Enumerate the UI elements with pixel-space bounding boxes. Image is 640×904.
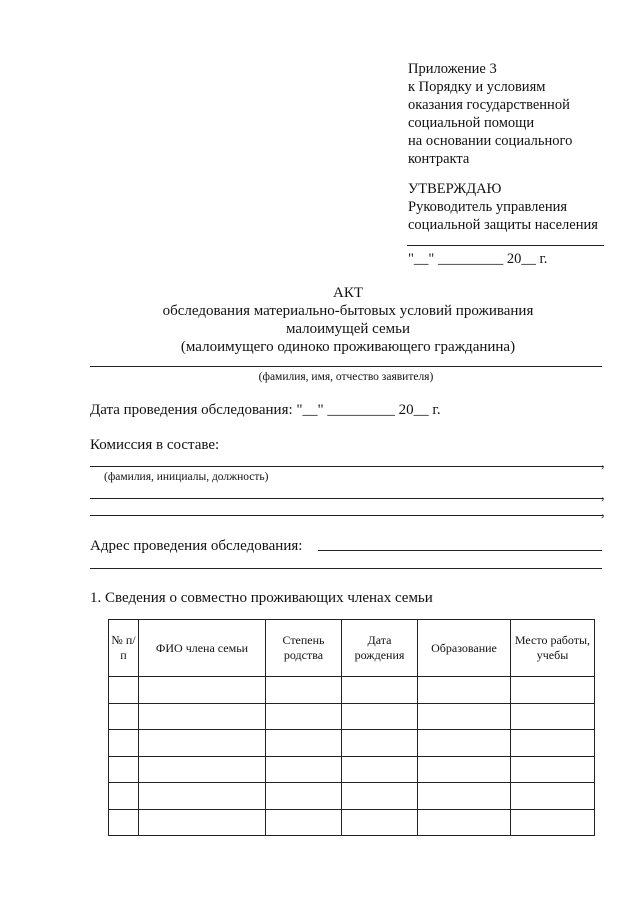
table-cell[interactable]	[342, 783, 418, 810]
family-members-table	[108, 619, 595, 836]
table-cell[interactable]	[342, 730, 418, 757]
table-row	[109, 703, 595, 730]
table-cell[interactable]	[418, 730, 511, 757]
address-line-2[interactable]	[90, 568, 602, 569]
table-cell[interactable]	[139, 809, 266, 836]
commission-caption: (фамилия, инициалы, должность)	[104, 471, 269, 483]
section-heading: 1. Сведения о совместно проживающих членах семьи	[90, 590, 433, 606]
table-cell[interactable]	[139, 730, 266, 757]
commission-line-3[interactable]	[90, 515, 602, 516]
commission-comma: ,	[601, 487, 605, 503]
appendix-line: оказания государственной	[408, 97, 570, 113]
table-cell[interactable]	[342, 677, 418, 704]
table-cell[interactable]	[511, 677, 595, 704]
approval-signature-line[interactable]	[407, 245, 604, 246]
table-cell[interactable]	[266, 730, 342, 757]
table-cell[interactable]	[511, 703, 595, 730]
column-header-birthdate: Дата рождения	[342, 620, 418, 677]
table-cell[interactable]	[109, 677, 139, 704]
table-row	[109, 783, 595, 810]
title-line: (малоимущего одиноко проживающего гражданина)	[180, 339, 516, 355]
table-cell[interactable]	[266, 677, 342, 704]
approval-date-line: "__" _________ 20__ г.	[408, 251, 548, 267]
approval-heading: УТВЕРЖДАЮ	[408, 181, 502, 197]
table-cell[interactable]	[266, 783, 342, 810]
table-cell[interactable]	[109, 703, 139, 730]
applicant-name-line[interactable]	[90, 366, 602, 367]
table-cell[interactable]	[511, 756, 595, 783]
table-cell[interactable]	[511, 730, 595, 757]
approval-line: Руководитель управления	[408, 199, 568, 215]
commission-line-2[interactable]	[90, 498, 602, 499]
approval-block	[408, 180, 598, 234]
table-cell[interactable]	[266, 703, 342, 730]
survey-date: Дата проведения обследования: "__" _________ 20__ г.	[90, 402, 441, 418]
table-row	[109, 677, 595, 704]
table-cell[interactable]	[418, 677, 511, 704]
table-cell[interactable]	[418, 756, 511, 783]
column-header-workplace: Место работы, учебы	[511, 620, 595, 677]
title-line: обследования материально-бытовых условий проживания	[162, 303, 534, 319]
address-label: Адрес проведения обследования:	[90, 538, 303, 554]
table-cell[interactable]	[342, 756, 418, 783]
column-header-relation: Степень родства	[266, 620, 342, 677]
table-cell[interactable]	[109, 783, 139, 810]
appendix-block	[408, 60, 572, 168]
table-header-row	[109, 620, 595, 677]
table-row	[109, 756, 595, 783]
table-cell[interactable]	[109, 809, 139, 836]
table-cell[interactable]	[342, 703, 418, 730]
address-line-1[interactable]	[318, 550, 602, 551]
table-cell[interactable]	[139, 783, 266, 810]
table-row	[109, 730, 595, 757]
applicant-caption: (фамилия, имя, отчество заявителя)	[258, 371, 434, 383]
table-cell[interactable]	[511, 809, 595, 836]
table-cell[interactable]	[266, 756, 342, 783]
appendix-line: социальной помощи	[408, 115, 535, 131]
column-header-education: Образование	[418, 620, 511, 677]
appendix-line: Приложение 3	[408, 61, 497, 77]
title-main: АКТ	[333, 285, 363, 301]
table-cell[interactable]	[418, 703, 511, 730]
appendix-line: на основании социального	[408, 133, 573, 149]
table-cell[interactable]	[139, 756, 266, 783]
table-cell[interactable]	[139, 703, 266, 730]
commission-comma: ,	[601, 504, 605, 520]
table-cell[interactable]	[266, 809, 342, 836]
table-cell[interactable]	[342, 809, 418, 836]
table-cell[interactable]	[511, 783, 595, 810]
column-header-number: № п/п	[109, 620, 139, 677]
table-cell[interactable]	[109, 730, 139, 757]
column-header-name: ФИО члена семьи	[139, 620, 266, 677]
table-cell[interactable]	[418, 783, 511, 810]
appendix-line: контракта	[408, 151, 470, 167]
title-line: малоимущей семьи	[285, 321, 411, 337]
approval-line: социальной защиты населения	[408, 217, 598, 233]
table-row	[109, 809, 595, 836]
commission-line-1[interactable]	[90, 466, 602, 467]
appendix-line: к Порядку и условиям	[408, 79, 546, 95]
commission-comma: ,	[601, 455, 605, 471]
commission-label: Комиссия в составе:	[90, 437, 220, 453]
table-cell[interactable]	[109, 756, 139, 783]
table-cell[interactable]	[139, 677, 266, 704]
document-title	[90, 284, 606, 356]
table-cell[interactable]	[418, 809, 511, 836]
